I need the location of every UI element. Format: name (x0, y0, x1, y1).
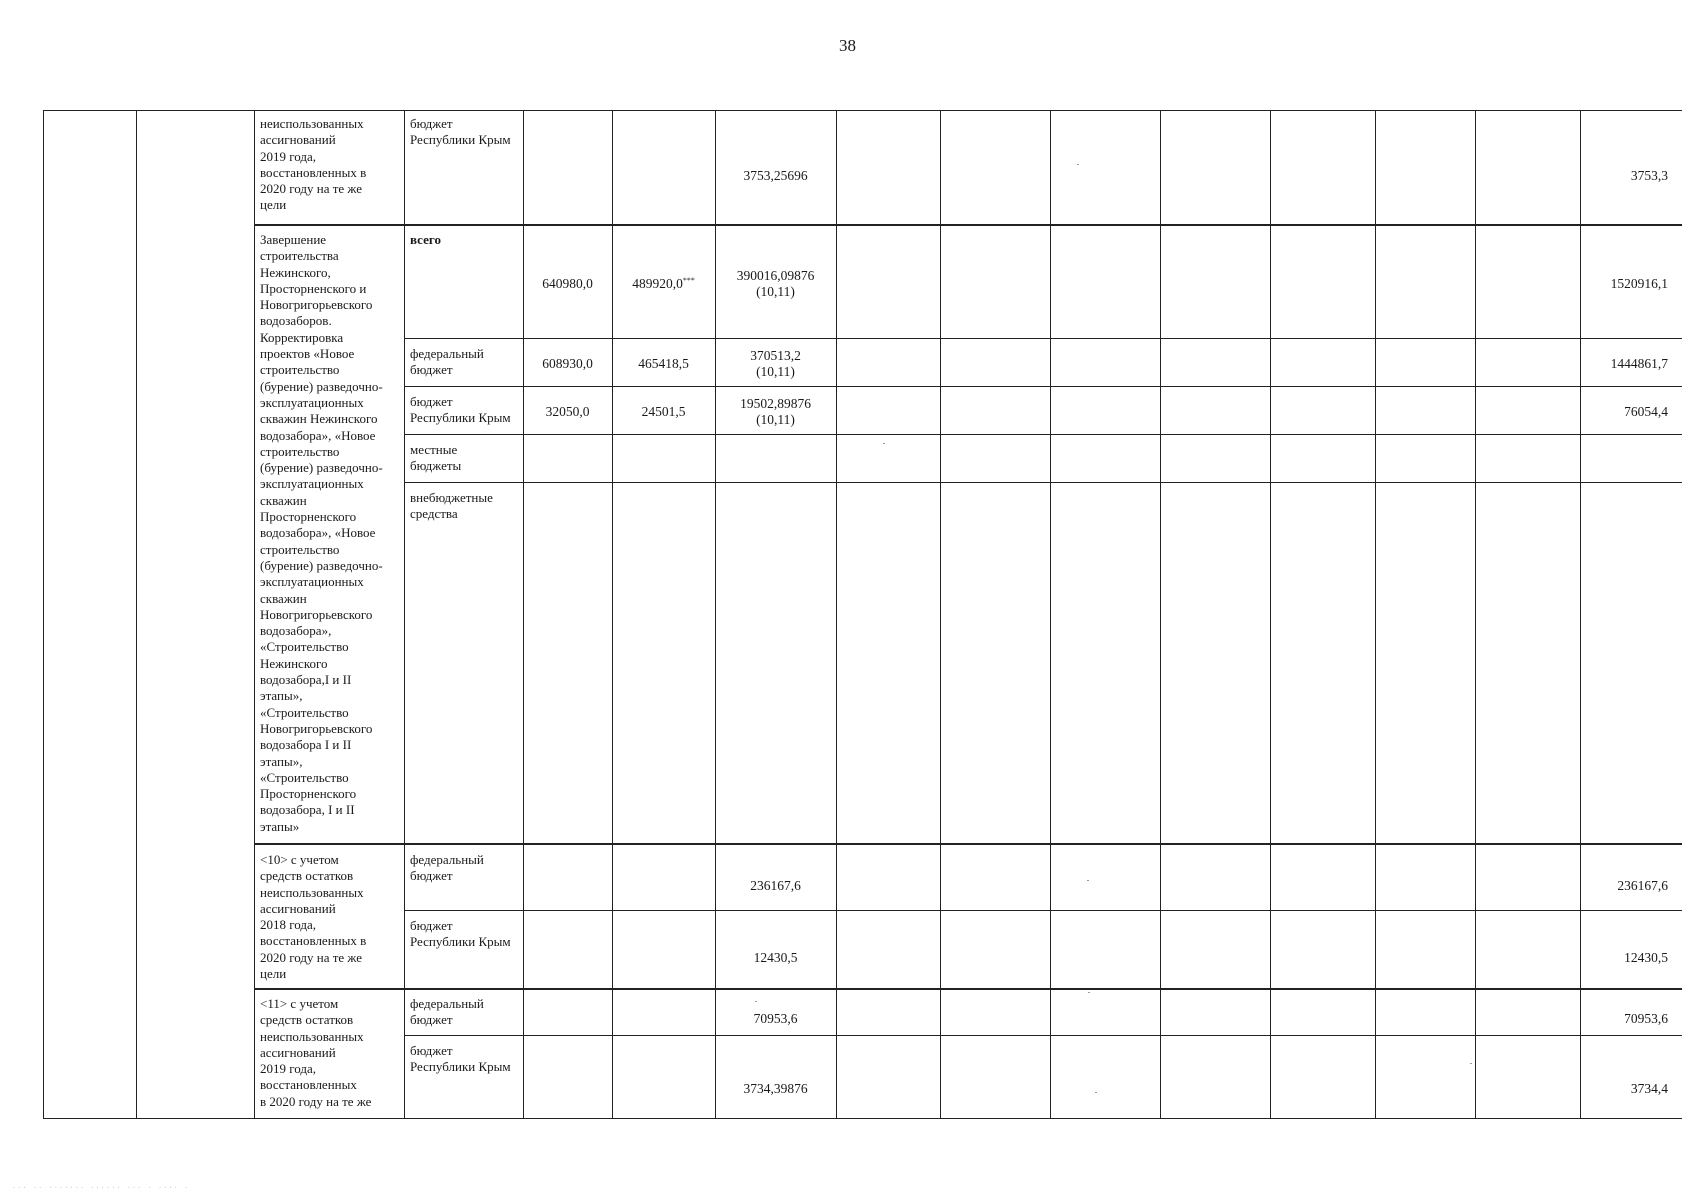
scan-artifact: ··· ·· ······· ······ ··· · ···· · (12, 1184, 190, 1192)
value-col-2: 24501,5 (641, 404, 686, 419)
value-total: 1520916,1 (1610, 276, 1668, 291)
column-rule (1580, 110, 1581, 1118)
value-total: 76054,4 (1624, 404, 1668, 419)
value-col-1: 608930,0 (542, 356, 593, 371)
page-number: 38 (839, 36, 856, 55)
column-rule (940, 110, 941, 1118)
line-rule (404, 386, 1682, 387)
value-col-3: 70953,6 (753, 1011, 798, 1026)
scan-speck (883, 443, 885, 444)
column-rule (1050, 110, 1051, 1118)
row-description: Завершение строительства Нежинского, Просторненского и Новогригорьевского водозаборов. Корректировка проектов «Новое строительство (бурение) разведочно- эксплуатационных скважин Нежинского водозабора», «Новое строительство (бурение) разведочно- эксплуатационных скважин Просторненского водозабора», «Новое строительство (бурение) разведочно- эксплуатационных скважин Новогригорьевского водозабора», «Строительство Нежинского водозабора,I и II этапы», «Строительство Новогригорьевского водозабора I и II этапы», «Строительство Просторненского водозабора, I и II этапы» (260, 232, 383, 834)
table-bottom-border (43, 1118, 1682, 1119)
value-col-3: 3753,25696 (743, 168, 808, 183)
value-col-3: 3734,39876 (743, 1081, 808, 1096)
column-rule (1475, 110, 1476, 1118)
value-col-3: 19502,89876 (10,11) (740, 396, 811, 427)
value-col-2: 489920,0*** (632, 276, 695, 291)
funding-source: бюджет Республики Крым (410, 1043, 511, 1075)
funding-source: бюджет Республики Крым (410, 394, 511, 426)
table-top-border (43, 110, 1682, 111)
value-col-2: 465418,5 (638, 356, 689, 371)
value-total: 1444861,7 (1610, 356, 1668, 371)
funding-source: федеральный бюджет (410, 852, 484, 884)
value-total: 12430,5 (1624, 950, 1668, 965)
row-description: <11> с учетом средств остатков неиспользованных ассигнований 2019 года, восстановленных в 2020 году на те же (260, 996, 372, 1109)
funding-source: внебюджетные средства (410, 490, 493, 522)
value-col-3: 390016,09876 (10,11) (736, 268, 815, 299)
scan-speck (1095, 1092, 1097, 1093)
section-rule (254, 224, 1682, 226)
funding-source: бюджет Республики Крым (410, 918, 511, 950)
column-rule (136, 110, 137, 1118)
section-rule (254, 843, 1682, 845)
value-total: 70953,6 (1624, 1011, 1668, 1026)
scan-speck (1077, 164, 1079, 165)
row-description: неиспользованных ассигнований 2019 года, восстановленных в 2020 году на те же цели (260, 116, 367, 213)
value-col-1: 640980,0 (542, 276, 593, 291)
funding-source: федеральный бюджет (410, 996, 484, 1028)
value-col-3: 12430,5 (753, 950, 798, 965)
value-total: 3753,3 (1630, 168, 1668, 183)
line-rule (404, 338, 1682, 339)
section-rule (254, 988, 1682, 990)
funding-source: местные бюджеты (410, 442, 462, 474)
line-rule (404, 482, 1682, 483)
scan-speck (755, 1001, 757, 1002)
column-rule (1160, 110, 1161, 1118)
value-col-3: 236167,6 (750, 878, 801, 893)
funding-source: бюджет Республики Крым (410, 116, 511, 148)
value-col-1: 32050,0 (545, 404, 590, 419)
value-total: 3734,4 (1630, 1081, 1668, 1096)
line-rule (404, 910, 1682, 911)
funding-source: всего (410, 232, 441, 247)
column-rule (1270, 110, 1271, 1118)
funding-source: федеральный бюджет (410, 346, 484, 378)
value-col-3: 370513,2 (10,11) (750, 348, 801, 379)
line-rule (404, 434, 1682, 435)
scan-speck (1088, 992, 1090, 993)
column-rule (1375, 110, 1376, 1118)
column-rule (523, 110, 524, 1118)
line-rule (404, 1035, 1682, 1036)
column-rule (836, 110, 837, 1118)
value-total: 236167,6 (1617, 878, 1668, 893)
scan-speck (1470, 1063, 1472, 1064)
footnote-mark: *** (682, 276, 695, 285)
scan-speck (1087, 880, 1089, 881)
column-rule (43, 110, 44, 1118)
column-rule (254, 110, 255, 1118)
column-rule (612, 110, 613, 1118)
column-rule (404, 110, 405, 1118)
column-rule (715, 110, 716, 1118)
row-description: <10> с учетом средств остатков неиспользованных ассигнований 2018 года, восстановленных в 2020 году на те же цели (260, 852, 367, 982)
